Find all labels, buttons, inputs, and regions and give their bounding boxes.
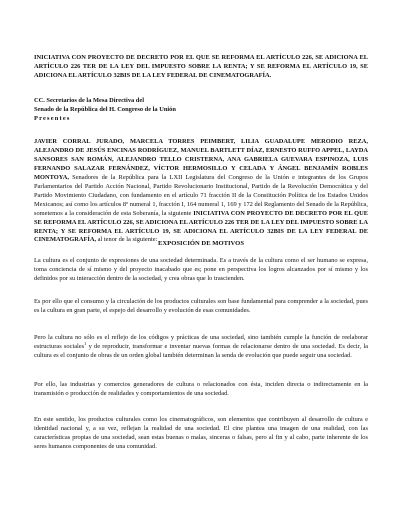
signatories: JAVIER CORRAL JURADO, MARCELA TORRES PEIMBERT, LILIA GUADALUPE MERODIO REZA, ALEJANDRO DE JESÚS ENCINAS RODRÍGUEZ, MANUEL BARTLETT DÍAZ, ERNESTO RUFFO APPEL, LAYDA SANSORES SAN ROMÁN, ALEJANDRO TELLO CRISTERNA, ANA GABRIELA GUEVARA ESPINOZA, LUIS FERNANDO SALAZAR FERNÁNDEZ, VÍCTOR HERMOSILLO Y CELADA Y ÁNGEL BENJAMÍN ROBLES MONTOYA, [34,138,368,181]
addressee-block [34,96,368,123]
intro-body: Senadores de la República para la LXII Legislatura del Congreso de la Unión e integrantes de los Grupos Parlamentarios del Partido Acción Nacional, Partido Revolucionario Institucional, Partido de la Revolución Democrática y del Partido Movimiento Ciudadano, con fundamento en el artículo 71 fracción II de la Constitución Política de los Estados Unidos Mexicanos; así como los artículos 8º numeral 1, fracción I, 164 numeral 1, 169 y 172 del Reglamento del Senado de la República, sometemos a la consideración de esta Soberanía, la siguiente [34,173,368,217]
footnote-marker[interactable]: 1 [84,340,87,346]
addressee-presentes: Presentes [34,115,71,123]
document-title: INICIATIVA CON PROYECTO DE DECRETO POR EL QUE SE REFORMA EL ARTÍCULO 226, SE ADICIONA EL ARTÍCULO 226 TER DE LA LEY DEL IMPUESTO SOBRE LA RENTA; Y SE REFORMA EL ARTÍCULO 19, SE ADICIONA EL ARTÍCULO 32BIS DE LA LEY FEDERAL DE CINEMATOGRAFÍA. [34,54,368,80]
addressee-line-2: Senado de la República del H. Congreso de la Unión [34,106,176,114]
addressee-line-1: CC. Secretarios de la Mesa Directiva del [34,97,144,104]
intro-paragraph [34,138,368,245]
paragraph-consumption: Es por ello que el consumo y la circulación de los productos culturales son base fundamental para comprender a la sociedad, pues es la cultura en gran parte, el espejo del desarrollo y evolución de esas comunidades. [34,298,368,314]
paragraph-cinema: En este sentido, los productos culturales como los cinematográficos, son elementos que contribuyen al desarrollo de cultura e identidad nacional y, a su vez, reflejan la realidad de una sociedad. El cine plantea una imagen de una realidad, con las características propias de una sociedad, sean estas buenas o malas, sinceras o falsas, pero al fin y al cabo, parte inherente de los seres humanos componentes de una comunidad. [34,416,368,450]
paragraph-culture: La cultura es el conjunto de expresiones de una sociedad determinada. Es a través de la cultura como el ser humano se expresa, toma conciencia de sí mismo y del proyecto inacabado que es; pone en perspectiva los logros alcanzados por sí mismo y los definidos por su interacción dentro de la sociedad, y crea obras que lo trascienden. [34,257,368,282]
intro-closing: al tenor de la siguiente: [96,236,158,244]
paragraph-codes [34,334,368,361]
paragraph-codes-part-2: y de reproducir, transformar e inventar nuevas formas de relacionarse dentro de una sociedad. Es decir, la cultura es el conjunto de obras de un orden global también determinan la senda de evolución que puede seguir una sociedad. [34,342,368,359]
initiative-name: INICIATIVA CON PROYECTO DE DECRETO POR EL QUE SE REFORMA EL ARTÍCULO 226, SE ADICIONA EL ARTÍCULO 226 TER DE LA LEY DEL IMPUESTO SOBRE LA RENTA; Y SE REFORMA EL ARTÍCULO 19, SE ADICIONA EL ARTÍCULO 32BIS DE LA LEY FEDERAL DE CINEMATOGRAFÍA, [34,209,369,244]
paragraph-industries: Por ello, las industrias y comercios generadores de cultura o relacionados con ésta, inciden directa o indirectamente en la transmisión o producción de realidades y comportamientos de una sociedad. [34,381,368,397]
paragraph-codes-part-1: Pero la cultura no sólo es el reflejo de los códigos y prácticas de una sociedad, sino también cumple la función de reelaborar estructuras sociales [34,334,368,350]
section-title: EXPOSICIÓN DE MOTIVOS [158,240,244,247]
